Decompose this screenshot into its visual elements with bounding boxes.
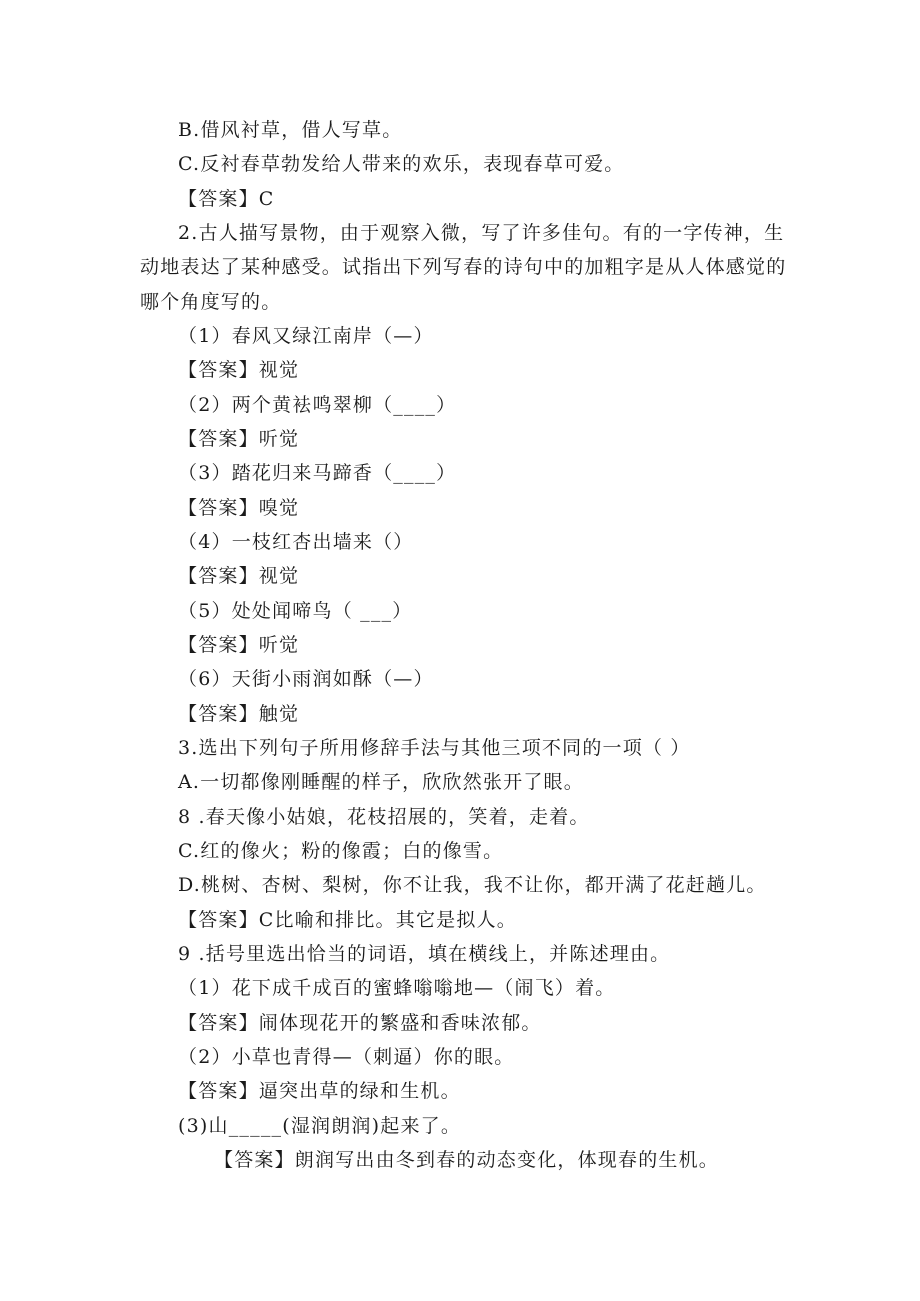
question-4-answer-3: 【答案】朗润写出由冬到春的动态变化，体现春的生机。 bbox=[214, 1149, 720, 1171]
question-3-option-b: 8 .春天像小姑娘，花枝招展的，笑着，走着。 bbox=[178, 806, 590, 828]
option-b-text: B.借风衬草，借人写草。 bbox=[178, 119, 403, 141]
subquestion-4: （4）一枝红杏出墙来（） bbox=[178, 531, 414, 553]
question-3-option-a: A.一切都像刚睡醒的样子，欣欣然张开了眼。 bbox=[178, 771, 584, 793]
question-2-text: 2.古人描写景物，由于观察入微，写了许多佳句。有的一字传神，生 bbox=[178, 222, 785, 244]
subquestion-6: （6）天街小雨润如酥（—） bbox=[178, 668, 434, 690]
subanswer-3: 【答案】嗅觉 bbox=[178, 497, 300, 519]
subquestion-5: （5）处处闻啼鸟（ ___） bbox=[178, 600, 413, 622]
question-4-item-2: （2）小草也青得—（刺逼）你的眼。 bbox=[178, 1046, 515, 1068]
subanswer-4: 【答案】视觉 bbox=[178, 565, 300, 587]
subanswer-1: 【答案】视觉 bbox=[178, 359, 300, 381]
question-2-text-end: 哪个角度写的。 bbox=[140, 291, 282, 313]
question-4-item-3: (3)山_____(湿润朗润)起来了。 bbox=[178, 1115, 462, 1137]
subquestion-2: （2）两个黄袪鸣翠柳（____） bbox=[178, 394, 457, 416]
question-3-option-c: C.红的像火；粉的像霞；白的像雪。 bbox=[178, 840, 504, 862]
subquestion-1: （1）春风又绿江南岸（—） bbox=[178, 325, 434, 347]
subanswer-2: 【答案】听觉 bbox=[178, 428, 300, 450]
question-2-text-continued: 动地表达了某种感受。试指出下列写春的诗句中的加粗字是从人体感觉的 bbox=[140, 256, 787, 278]
question-3-option-d: D.桃树、杏树、梨树，你不让我，我不让你，都开满了花赶趟儿。 bbox=[178, 874, 767, 896]
answer-1: 【答案】C bbox=[178, 188, 275, 210]
question-3-text: 3.选出下列句子所用修辞手法与其他三项不同的一项（ ） bbox=[178, 737, 691, 759]
question-4-answer-1: 【答案】闹体现花开的繁盛和香味浓郁。 bbox=[178, 1012, 542, 1034]
question-3-answer: 【答案】C比喻和排比。其它是拟人。 bbox=[178, 909, 517, 931]
subanswer-5: 【答案】听觉 bbox=[178, 634, 300, 656]
option-c-text: C.反衬春草勃发给人带来的欢乐，表现春草可爱。 bbox=[178, 153, 625, 175]
question-4-answer-2: 【答案】逼突出草的绿和生机。 bbox=[178, 1080, 461, 1102]
subanswer-6: 【答案】触觉 bbox=[178, 703, 300, 725]
question-4-item-1: （1）花下成千成百的蜜蜂嗡嗡地—（闹飞）着。 bbox=[178, 977, 616, 999]
subquestion-3: （3）踏花归来马蹄香（____） bbox=[178, 462, 457, 484]
question-4-text: 9 .括号里选出恰当的词语，填在横线上，并陈述理由。 bbox=[178, 943, 671, 965]
